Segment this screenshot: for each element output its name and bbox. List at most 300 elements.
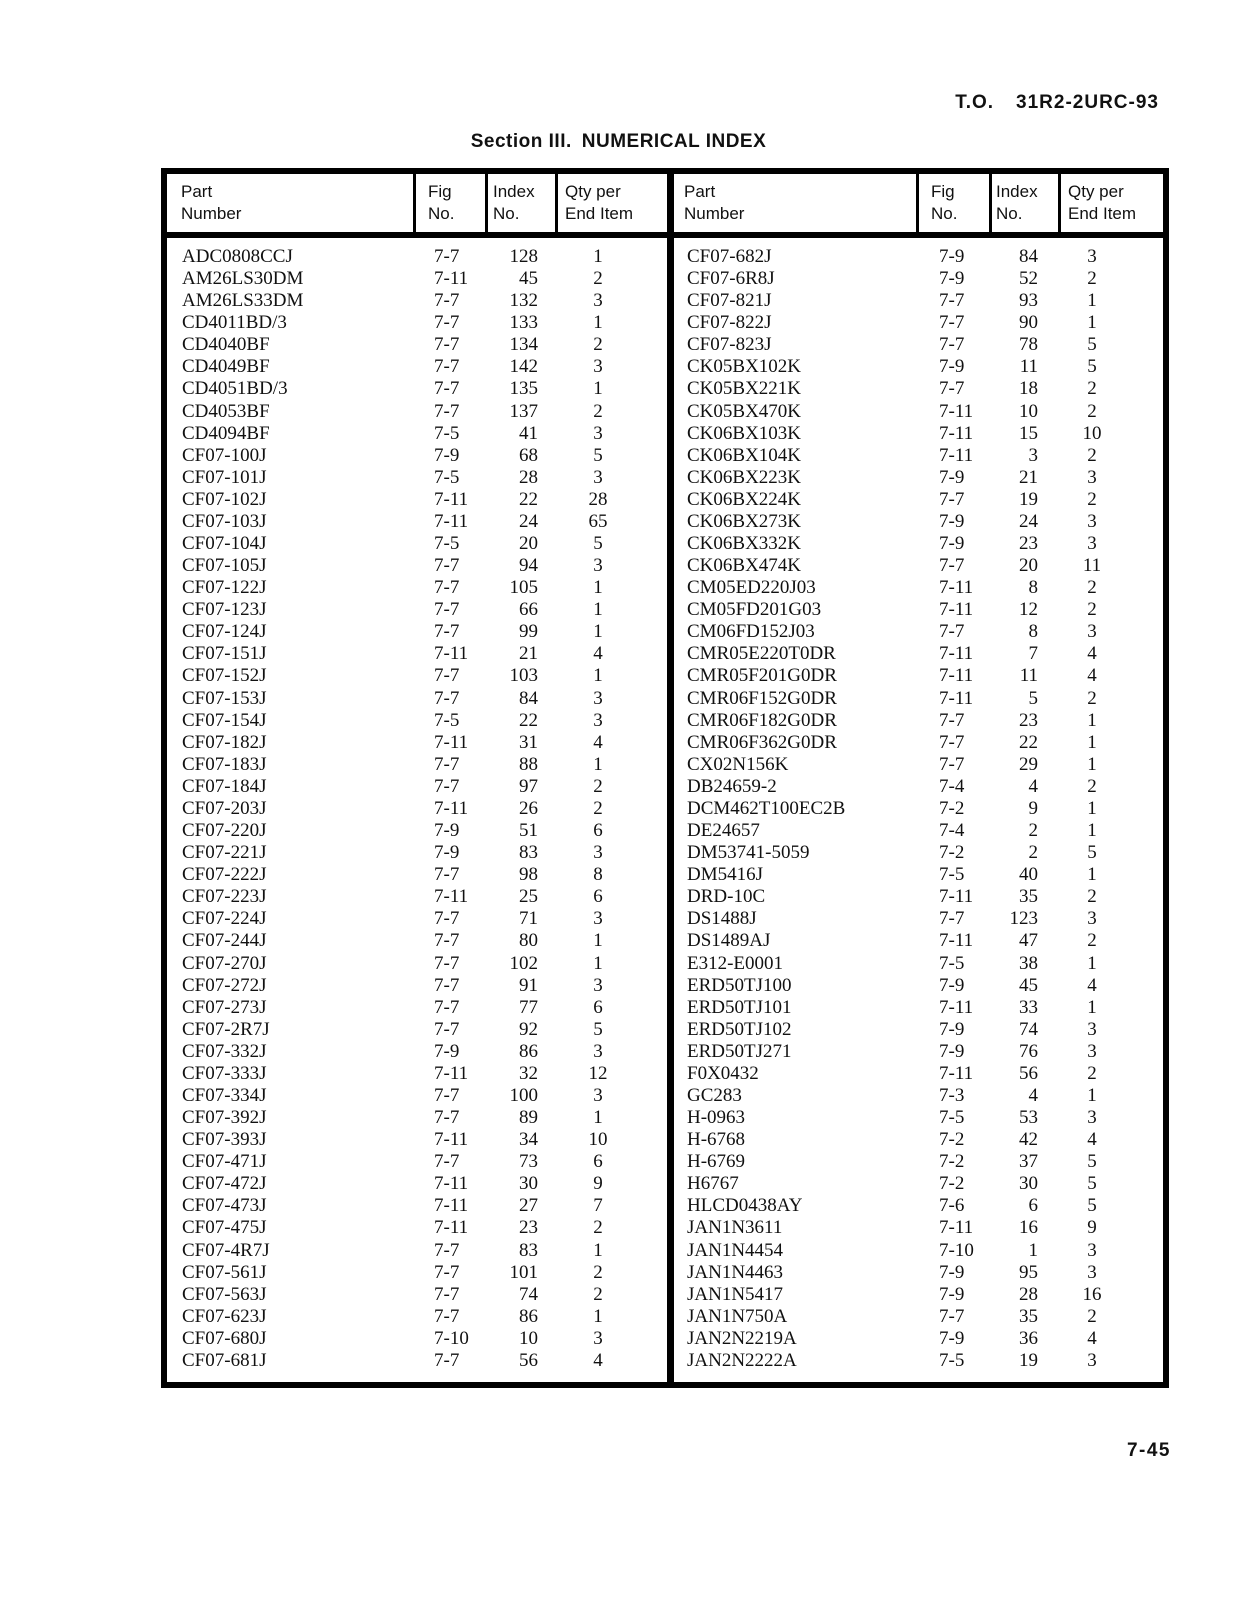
table-row [176, 1240, 664, 1262]
part-number-cell: CK06BX103K [687, 422, 802, 444]
part-number-cell: DRD-10C [687, 886, 766, 908]
index-no-cell: 29 [1019, 753, 1038, 775]
table-row [176, 489, 664, 511]
fig-no-cell: 7-9 [939, 1018, 965, 1040]
table-row [176, 268, 664, 290]
index-no-cell: 42 [1019, 1129, 1038, 1151]
qty-cell: 1 [1087, 820, 1097, 842]
table-row [681, 1195, 1161, 1217]
index-no-cell: 134 [509, 334, 538, 356]
part-number-cell: CM05ED220J03 [687, 577, 816, 599]
header-part-number [181, 174, 413, 232]
index-no-cell: 15 [1019, 422, 1038, 444]
fig-no-cell: 7-7 [434, 621, 460, 643]
part-number-cell: CF07-561J [182, 1261, 267, 1283]
part-number-cell: CF07-332J [182, 1040, 267, 1062]
table-row [681, 688, 1161, 710]
fig-no-cell: 7-7 [434, 1283, 460, 1305]
qty-cell: 1 [593, 599, 603, 621]
header-part-line2-right: Number [684, 204, 745, 223]
header-index-line1-right: Index [996, 182, 1038, 201]
index-no-cell: 9 [1028, 797, 1038, 819]
index-no-cell: 77 [519, 996, 538, 1018]
index-no-cell: 86 [519, 1040, 538, 1062]
fig-no-cell: 7-11 [939, 665, 974, 687]
index-no-cell: 37 [1019, 1151, 1038, 1173]
table-row [176, 356, 664, 378]
fig-no-cell: 7-5 [939, 864, 965, 886]
part-number-cell: JAN2N2222A [687, 1349, 797, 1371]
index-no-cell: 23 [1019, 709, 1038, 731]
part-number-cell: DM5416J [687, 864, 764, 886]
qty-cell: 2 [593, 1283, 603, 1305]
fig-no-cell: 7-7 [434, 753, 460, 775]
part-number-cell: E312-E0001 [687, 952, 784, 974]
fig-no-cell: 7-7 [939, 555, 965, 577]
index-no-cell: 35 [1019, 886, 1038, 908]
part-number-cell: CF07-473J [182, 1195, 267, 1217]
qty-cell: 2 [593, 334, 603, 356]
index-no-cell: 28 [1019, 1283, 1038, 1305]
qty-cell: 4 [1087, 1327, 1097, 1349]
table-row [681, 1107, 1161, 1129]
table-row [176, 643, 664, 665]
part-number-cell: JAN1N750A [687, 1305, 788, 1327]
index-no-cell: 2 [1028, 820, 1038, 842]
fig-no-cell: 7-7 [939, 753, 965, 775]
index-no-cell: 56 [519, 1349, 538, 1371]
table-row [681, 864, 1161, 886]
fig-no-cell: 7-9 [434, 1040, 460, 1062]
part-number-cell: CD4051BD/3 [182, 378, 288, 400]
part-number-cell: CF07-154J [182, 709, 267, 731]
index-no-cell: 20 [1019, 555, 1038, 577]
part-number-cell: CF07-471J [182, 1151, 267, 1173]
fig-no-cell: 7-11 [434, 1129, 469, 1151]
qty-cell: 1 [593, 577, 603, 599]
index-no-cell: 45 [1019, 974, 1038, 996]
fig-no-cell: 7-11 [434, 268, 469, 290]
index-no-cell: 84 [519, 687, 538, 709]
fig-no-cell: 7-9 [939, 356, 965, 378]
part-number-cell: CF07-334J [182, 1084, 267, 1106]
index-no-cell: 25 [519, 886, 538, 908]
fig-no-cell: 7-7 [434, 1261, 460, 1283]
header-qty-line2: End Item [565, 204, 634, 223]
header-index-line1: Index [493, 182, 535, 201]
table-row [681, 798, 1161, 820]
fig-no-cell: 7-7 [939, 709, 965, 731]
to-number: 31R2-2URC-93 [1016, 92, 1159, 113]
header-part-line2: Number [181, 204, 242, 223]
qty-cell: 3 [593, 356, 603, 378]
left-column-rows [176, 246, 664, 1372]
qty-cell: 2 [1087, 687, 1097, 709]
part-number-cell: JAN1N3611 [687, 1217, 783, 1239]
index-no-cell: 26 [519, 797, 538, 819]
fig-no-cell: 7-11 [939, 444, 974, 466]
table-row [681, 1151, 1161, 1173]
part-number-cell: DS1489AJ [687, 930, 771, 952]
qty-cell: 3 [593, 908, 603, 930]
qty-cell: 2 [1087, 444, 1097, 466]
fig-no-cell: 7-7 [434, 687, 460, 709]
part-number-cell: H-0963 [687, 1107, 746, 1129]
qty-cell: 5 [1087, 356, 1097, 378]
header-part-number-right [684, 174, 916, 232]
index-no-cell: 36 [1019, 1327, 1038, 1349]
fig-no-cell: 7-7 [434, 378, 460, 400]
part-number-cell: CF07-333J [182, 1062, 267, 1084]
fig-no-cell: 7-11 [939, 886, 974, 908]
part-number-cell: CK05BX470K [687, 400, 802, 422]
index-no-cell: 86 [519, 1305, 538, 1327]
qty-cell: 1 [593, 1239, 603, 1261]
index-no-cell: 97 [519, 775, 538, 797]
qty-cell: 5 [1087, 334, 1097, 356]
fig-no-cell: 7-5 [434, 533, 460, 555]
fig-no-cell: 7-9 [939, 533, 965, 555]
fig-no-cell: 7-9 [939, 268, 965, 290]
qty-cell: 2 [1087, 378, 1097, 400]
fig-no-cell: 7-5 [939, 1349, 965, 1371]
fig-no-cell: 7-9 [939, 466, 965, 488]
qty-cell: 5 [1087, 1173, 1097, 1195]
fig-no-cell: 7-7 [434, 1239, 460, 1261]
table-row [681, 312, 1161, 334]
fig-no-cell: 7-9 [434, 444, 460, 466]
part-number-cell: CK05BX102K [687, 356, 802, 378]
index-no-cell: 5 [1028, 687, 1038, 709]
index-no-cell: 102 [509, 952, 538, 974]
header-fig-line1-right: Fig [931, 182, 955, 201]
index-no-cell: 35 [1019, 1305, 1038, 1327]
qty-cell: 2 [1087, 488, 1097, 510]
table-row [681, 621, 1161, 643]
qty-cell: 11 [1082, 555, 1102, 577]
qty-cell: 5 [593, 533, 603, 555]
fig-no-cell: 7-7 [434, 908, 460, 930]
table-row [681, 533, 1161, 555]
index-no-cell: 142 [509, 356, 538, 378]
table-row [681, 401, 1161, 423]
index-no-cell: 56 [1019, 1062, 1038, 1084]
part-number-cell: CF07-184J [182, 775, 267, 797]
part-number-cell: GC283 [687, 1084, 742, 1106]
table-row [681, 1240, 1161, 1262]
qty-cell: 2 [593, 797, 603, 819]
table-row [681, 1173, 1161, 1195]
fig-no-cell: 7-7 [434, 577, 460, 599]
table-row [681, 886, 1161, 908]
index-no-cell: 24 [519, 510, 538, 532]
index-no-cell: 28 [519, 466, 538, 488]
qty-cell: 1 [1087, 709, 1097, 731]
header-qty-per-end-item-right [1058, 174, 1163, 232]
qty-cell: 9 [593, 1173, 603, 1195]
fig-no-cell: 7-9 [939, 246, 965, 267]
qty-cell: 10 [588, 1129, 608, 1151]
part-number-cell: CF07-475J [182, 1217, 267, 1239]
part-number-cell: JAN1N4463 [687, 1261, 784, 1283]
part-number-cell: CF07-123J [182, 599, 267, 621]
fig-no-cell: 7-7 [939, 290, 965, 312]
part-number-cell: CK06BX332K [687, 533, 802, 555]
qty-cell: 5 [593, 1018, 603, 1040]
fig-no-cell: 7-7 [434, 599, 460, 621]
part-number-cell: AM26LS30DM [182, 268, 304, 290]
table-row [681, 555, 1161, 577]
to-header [955, 92, 1159, 114]
index-no-cell: 53 [1019, 1107, 1038, 1129]
qty-cell: 2 [593, 775, 603, 797]
part-number-cell: H-6768 [687, 1129, 746, 1151]
part-number-cell: CF07-222J [182, 864, 267, 886]
qty-cell: 2 [1087, 1305, 1097, 1327]
table-row [176, 820, 664, 842]
table-row [681, 997, 1161, 1019]
part-number-cell: CF07-100J [182, 444, 267, 466]
part-number-cell: ADC0808CCJ [182, 246, 293, 267]
table-row [681, 1041, 1161, 1063]
qty-cell: 6 [593, 820, 603, 842]
part-number-cell: CF07-223J [182, 886, 267, 908]
table-row [681, 356, 1161, 378]
index-no-cell: 4 [1028, 775, 1038, 797]
table-row [176, 1195, 664, 1217]
fig-no-cell: 7-7 [434, 930, 460, 952]
qty-cell: 3 [1087, 1239, 1097, 1261]
fig-no-cell: 7-2 [939, 1173, 965, 1195]
part-number-cell: AM26LS33DM [182, 290, 304, 312]
table-row [176, 401, 664, 423]
index-no-cell: 137 [509, 400, 538, 422]
index-no-cell: 16 [1019, 1217, 1038, 1239]
table-row [681, 445, 1161, 467]
fig-no-cell: 7-7 [939, 334, 965, 356]
qty-cell: 1 [1087, 312, 1097, 334]
qty-cell: 2 [593, 400, 603, 422]
index-no-cell: 52 [1019, 268, 1038, 290]
qty-cell: 1 [1087, 996, 1097, 1018]
qty-cell: 4 [593, 643, 603, 665]
part-number-cell: CF07-102J [182, 488, 267, 510]
table-row [681, 290, 1161, 312]
table-row [681, 467, 1161, 489]
index-no-cell: 40 [1019, 864, 1038, 886]
qty-cell: 4 [1087, 974, 1097, 996]
index-no-cell: 23 [1019, 533, 1038, 555]
part-number-cell: CF07-224J [182, 908, 267, 930]
fig-no-cell: 7-11 [434, 488, 469, 510]
part-number-cell: JAN2N2219A [687, 1327, 797, 1349]
qty-cell: 2 [1087, 1062, 1097, 1084]
fig-no-cell: 7-7 [434, 1084, 460, 1106]
header-index-no [485, 174, 555, 232]
fig-no-cell: 7-11 [939, 687, 974, 709]
index-no-cell: 93 [1019, 290, 1038, 312]
fig-no-cell: 7-7 [434, 312, 460, 334]
index-no-cell: 132 [509, 290, 538, 312]
index-no-cell: 19 [1019, 488, 1038, 510]
qty-cell: 3 [593, 1327, 603, 1349]
table-row [681, 423, 1161, 445]
part-number-cell: CF07-822J [687, 312, 772, 334]
fig-no-cell: 7-5 [434, 466, 460, 488]
table-row [176, 1041, 664, 1063]
part-number-cell: JAN1N4454 [687, 1239, 784, 1261]
part-number-cell: DB24659-2 [687, 775, 777, 797]
index-no-cell: 34 [519, 1129, 538, 1151]
table-row [681, 1350, 1161, 1372]
qty-cell: 1 [593, 1107, 603, 1129]
part-number-cell: CF07-563J [182, 1283, 267, 1305]
section-prefix: Section III. [470, 131, 572, 152]
table-row [176, 533, 664, 555]
part-number-cell: ERD50TJ271 [687, 1040, 792, 1062]
index-no-cell: 83 [519, 842, 538, 864]
qty-cell: 3 [1087, 533, 1097, 555]
qty-cell: 2 [1087, 775, 1097, 797]
index-no-cell: 7 [1028, 643, 1038, 665]
fig-no-cell: 7-11 [434, 1195, 469, 1217]
part-number-cell: CMR05E220T0DR [687, 643, 836, 665]
table-row [176, 1151, 664, 1173]
table-row [176, 334, 664, 356]
fig-no-cell: 7-9 [939, 1327, 965, 1349]
index-no-cell: 98 [519, 864, 538, 886]
fig-no-cell: 7-11 [939, 643, 974, 665]
index-no-cell: 51 [519, 820, 538, 842]
table-row [176, 842, 664, 864]
qty-cell: 5 [1087, 1151, 1097, 1173]
index-no-cell: 91 [519, 974, 538, 996]
table-row [681, 1019, 1161, 1041]
qty-cell: 1 [1087, 1084, 1097, 1106]
qty-cell: 3 [593, 1084, 603, 1106]
part-number-cell: CF07-153J [182, 687, 267, 709]
qty-cell: 3 [1087, 1018, 1097, 1040]
index-no-cell: 33 [1019, 996, 1038, 1018]
part-number-cell: CF07-623J [182, 1305, 267, 1327]
qty-cell: 9 [1087, 1217, 1097, 1239]
qty-cell: 1 [1087, 753, 1097, 775]
fig-no-cell: 7-7 [939, 312, 965, 334]
qty-cell: 3 [1087, 246, 1097, 267]
fig-no-cell: 7-11 [939, 1217, 974, 1239]
fig-no-cell: 7-7 [434, 555, 460, 577]
fig-no-cell: 7-7 [434, 996, 460, 1018]
index-no-cell: 20 [519, 533, 538, 555]
fig-no-cell: 7-11 [434, 1062, 469, 1084]
index-no-cell: 76 [1019, 1040, 1038, 1062]
page-number: 7-45 [1126, 1440, 1171, 1461]
fig-no-cell: 7-10 [939, 1239, 974, 1261]
fig-no-cell: 7-7 [434, 1107, 460, 1129]
qty-cell: 3 [593, 1040, 603, 1062]
fig-no-cell: 7-11 [434, 510, 469, 532]
header-fig-no [413, 174, 485, 232]
fig-no-cell: 7-3 [939, 1084, 965, 1106]
table-row [681, 1328, 1161, 1350]
part-number-cell: CF07-4R7J [182, 1239, 270, 1261]
to-label: T.O. [955, 92, 995, 113]
part-number-cell: CK06BX273K [687, 510, 802, 532]
part-number-cell: CF07-681J [182, 1349, 267, 1371]
table-row [176, 754, 664, 776]
part-number-cell: DCM462T100EC2B [687, 797, 846, 819]
fig-no-cell: 7-2 [939, 1129, 965, 1151]
index-no-cell: 21 [519, 643, 538, 665]
fig-no-cell: 7-7 [434, 864, 460, 886]
header-index-no-right [989, 174, 1058, 232]
qty-cell: 2 [1087, 930, 1097, 952]
header-fig-line2: No. [428, 204, 455, 223]
fig-no-cell: 7-9 [939, 1040, 965, 1062]
qty-cell: 3 [593, 290, 603, 312]
table-row [176, 246, 664, 268]
table-row [681, 953, 1161, 975]
table-row [176, 621, 664, 643]
index-no-cell: 88 [519, 753, 538, 775]
section-name: NUMERICAL INDEX [581, 131, 767, 152]
part-number-cell: HLCD0438AY [687, 1195, 803, 1217]
part-number-cell: CF07-103J [182, 510, 267, 532]
qty-cell: 4 [1087, 1129, 1097, 1151]
qty-cell: 1 [593, 1305, 603, 1327]
part-number-cell: JAN1N5417 [687, 1283, 784, 1305]
fig-no-cell: 7-11 [939, 577, 974, 599]
part-number-cell: CK06BX474K [687, 555, 802, 577]
part-number-cell: CF07-183J [182, 753, 267, 775]
part-number-cell: CF07-472J [182, 1173, 267, 1195]
part-number-cell: CF07-122J [182, 577, 267, 599]
fig-no-cell: 7-7 [939, 731, 965, 753]
fig-no-cell: 7-9 [434, 820, 460, 842]
index-no-cell: 100 [509, 1084, 538, 1106]
index-no-cell: 66 [519, 599, 538, 621]
table-row [681, 511, 1161, 533]
part-number-cell: DE24657 [687, 820, 760, 842]
fig-no-cell: 7-4 [939, 820, 965, 842]
fig-no-cell: 7-7 [434, 665, 460, 687]
table-row [681, 710, 1161, 732]
table-row [681, 1063, 1161, 1085]
part-number-cell: CF07-152J [182, 665, 267, 687]
qty-cell: 4 [1087, 665, 1097, 687]
part-number-cell: CF07-105J [182, 555, 267, 577]
table-row [176, 467, 664, 489]
table-row [176, 732, 664, 754]
index-no-cell: 95 [1019, 1261, 1038, 1283]
fig-no-cell: 7-11 [434, 1173, 469, 1195]
qty-cell: 5 [1087, 842, 1097, 864]
fig-no-cell: 7-5 [939, 1107, 965, 1129]
part-number-cell: CF07-6R8J [687, 268, 775, 290]
qty-cell: 2 [1087, 577, 1097, 599]
qty-cell: 3 [593, 555, 603, 577]
part-number-cell: CD4094BF [182, 422, 270, 444]
part-number-cell: CF07-220J [182, 820, 267, 842]
part-number-cell: CF07-221J [182, 842, 267, 864]
qty-cell: 2 [593, 268, 603, 290]
index-no-cell: 45 [519, 268, 538, 290]
fig-no-cell: 7-7 [434, 356, 460, 378]
table-row [176, 798, 664, 820]
part-number-cell: CF07-393J [182, 1129, 267, 1151]
table-row [681, 643, 1161, 665]
table-row [176, 445, 664, 467]
